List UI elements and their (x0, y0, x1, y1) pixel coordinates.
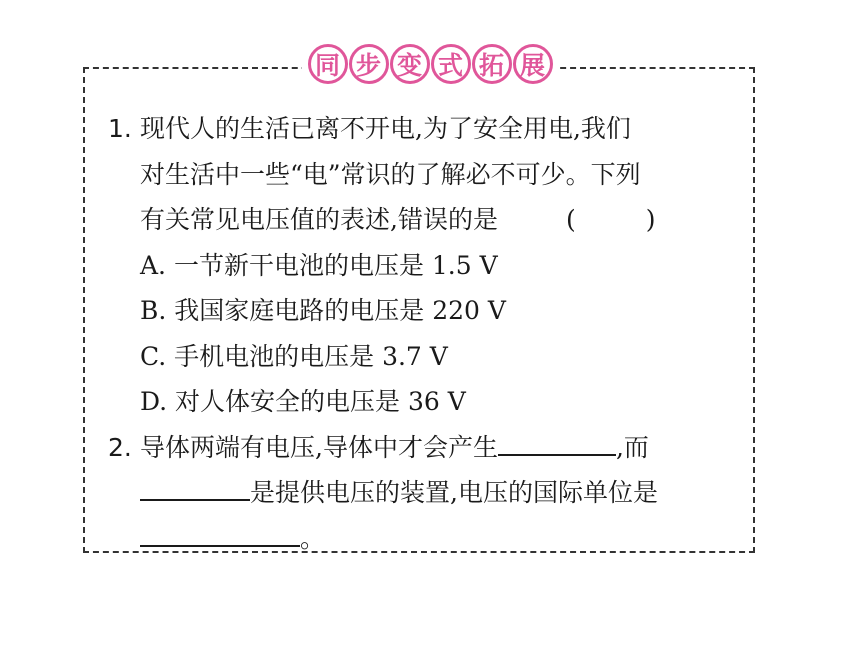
header-char-2: 步 (349, 44, 389, 84)
exercise-content (108, 106, 738, 561)
q1-line-2 (108, 152, 738, 198)
q2-number: 2. (108, 432, 132, 462)
header-badges (302, 44, 559, 84)
header-char-5: 拓 (472, 44, 512, 84)
q2-line-3 (108, 516, 738, 562)
q2-line-2 (108, 470, 738, 516)
option-c-text: C. 手机电池的电压是 3.7 V (140, 341, 448, 371)
q2-text-3b: 。 (300, 523, 326, 553)
fill-blank-1[interactable] (498, 428, 616, 456)
q2-text-2b: 是提供电压的装置,电压的国际单位是 (250, 478, 658, 507)
q1-number: 1. (108, 114, 132, 143)
header-char-6: 展 (513, 44, 553, 84)
fill-blank-3[interactable] (140, 519, 300, 547)
q1-text-1: 现代人的生活已离不开电,为了安全用电,我们 (140, 114, 631, 143)
header-char-1: 同 (308, 44, 348, 84)
option-a-text: A. 一节新干电池的电压是 1.5 V (140, 250, 498, 280)
header-char-4: 式 (431, 44, 471, 84)
option-d (108, 379, 738, 425)
fill-blank-2[interactable] (140, 473, 250, 501)
q1-line-1 (108, 106, 738, 152)
q2-line-1 (108, 425, 738, 471)
q1-text-2: 对生活中一些“电”常识的了解必不可少。下列 (140, 159, 641, 189)
q1-text-3: 有关常见电压值的表述,错误的是 (140, 205, 498, 234)
option-a (108, 243, 738, 289)
option-c (108, 334, 738, 380)
option-b-text: B. 我国家庭电路的电压是 220 V (140, 296, 506, 325)
answer-paren-close: ) (645, 205, 656, 234)
answer-paren-open: ( (565, 205, 576, 234)
q2-text-1a: 导体两端有电压,导体中才会产生 (140, 432, 498, 462)
q2-text-1b: ,而 (615, 432, 649, 462)
option-d-text: D. 对人体安全的电压是 36 V (140, 387, 466, 416)
header-char-3: 变 (390, 44, 430, 84)
option-b (108, 288, 738, 334)
q1-line-3 (108, 197, 738, 243)
section-header (0, 44, 860, 84)
